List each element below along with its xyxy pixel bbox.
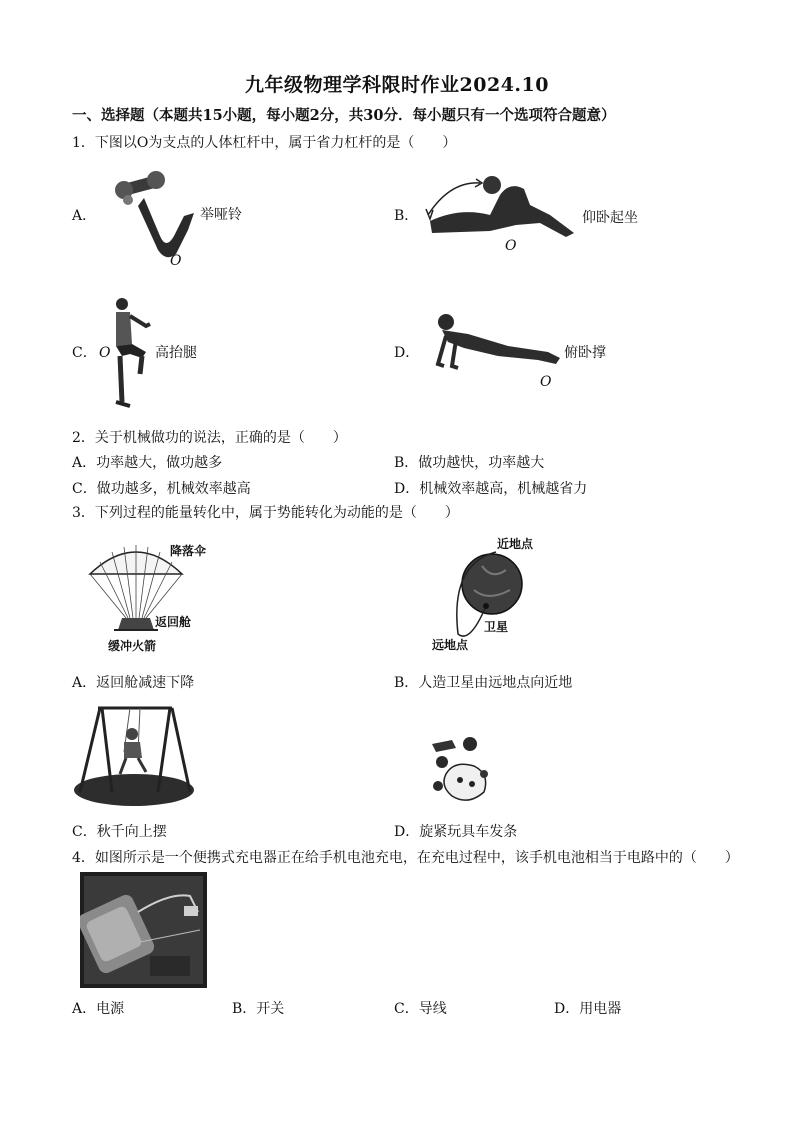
parachute-label: 降落伞 <box>170 544 207 558</box>
section-heading: 一、选择题（本题共15小题，每小题2分，共30分．每小题只有一个选项符合题意） <box>72 107 616 124</box>
q3-option-b: B．人造卫星由远地点向近地 <box>394 675 573 691</box>
question-4-stem: 4．如图所示是一个便携式充电器正在给手机电池充电，在充电过程中，该手机电池相当于电路中的（ ） <box>72 850 739 866</box>
q1-b-pivot-label: O <box>505 238 517 254</box>
q2-option-b: B．做功越快，功率越大 <box>394 455 545 471</box>
q1-option-d-label: 俯卧撑 <box>564 345 606 361</box>
capsule-label: 返回舱 <box>155 615 192 629</box>
dumbbell-figure <box>104 158 204 263</box>
q1-option-d-letter: D． <box>394 345 420 361</box>
q1-option-b-label: 仰卧起坐 <box>582 210 638 226</box>
satellite-label: 卫星 <box>484 620 509 634</box>
q3-option-c: C．秋千向上摆 <box>72 824 167 840</box>
q4-option-c: C．导线 <box>394 1001 447 1017</box>
q1-option-c-letter: C． <box>72 345 97 361</box>
toy-car-figure <box>424 730 504 810</box>
q1-option-b-letter: B． <box>394 208 419 224</box>
q2-option-d: D．机械效率越高，机械越省力 <box>394 481 588 497</box>
q1-a-pivot-label: O <box>170 253 182 269</box>
q2-option-a: A．功率越大，做功越多 <box>72 455 223 471</box>
q4-option-b: B．开关 <box>232 1001 285 1017</box>
q4-option-d: D．用电器 <box>554 1001 622 1017</box>
question-2-stem: 2．关于机械做功的说法，正确的是（ ） <box>72 430 347 446</box>
power-bank-photo <box>80 872 207 988</box>
question-1-stem: 1．下图以O为支点的人体杠杆中，属于省力杠杆的是（ ） <box>72 135 457 151</box>
high-knees-figure <box>106 296 154 410</box>
push-up-figure <box>428 312 564 374</box>
q1-d-pivot-label: O <box>540 374 552 390</box>
sit-up-figure <box>420 175 580 245</box>
question-3-stem: 3．下列过程的能量转化中，属于势能转化为动能的是（ ） <box>72 505 459 521</box>
apogee-label: 远地点 <box>432 638 469 652</box>
q1-c-pivot-label: O <box>99 345 111 361</box>
rocket-label: 缓冲火箭 <box>108 639 157 653</box>
page-title: 九年级物理学科限时作业2024.10 <box>245 74 549 96</box>
q1-option-c-label: 高抬腿 <box>155 345 197 361</box>
q3-option-d: D．旋紧玩具车发条 <box>394 824 518 840</box>
q3-option-a: A．返回舱减速下降 <box>72 675 195 691</box>
swing-figure <box>68 702 198 812</box>
perigee-label: 近地点 <box>497 537 534 551</box>
q2-option-c: C．做功越多，机械效率越高 <box>72 481 251 497</box>
q1-option-a-label: 举哑铃 <box>200 207 242 223</box>
q1-option-a-letter: A． <box>72 208 97 224</box>
q4-option-a: A．电源 <box>72 1001 125 1017</box>
